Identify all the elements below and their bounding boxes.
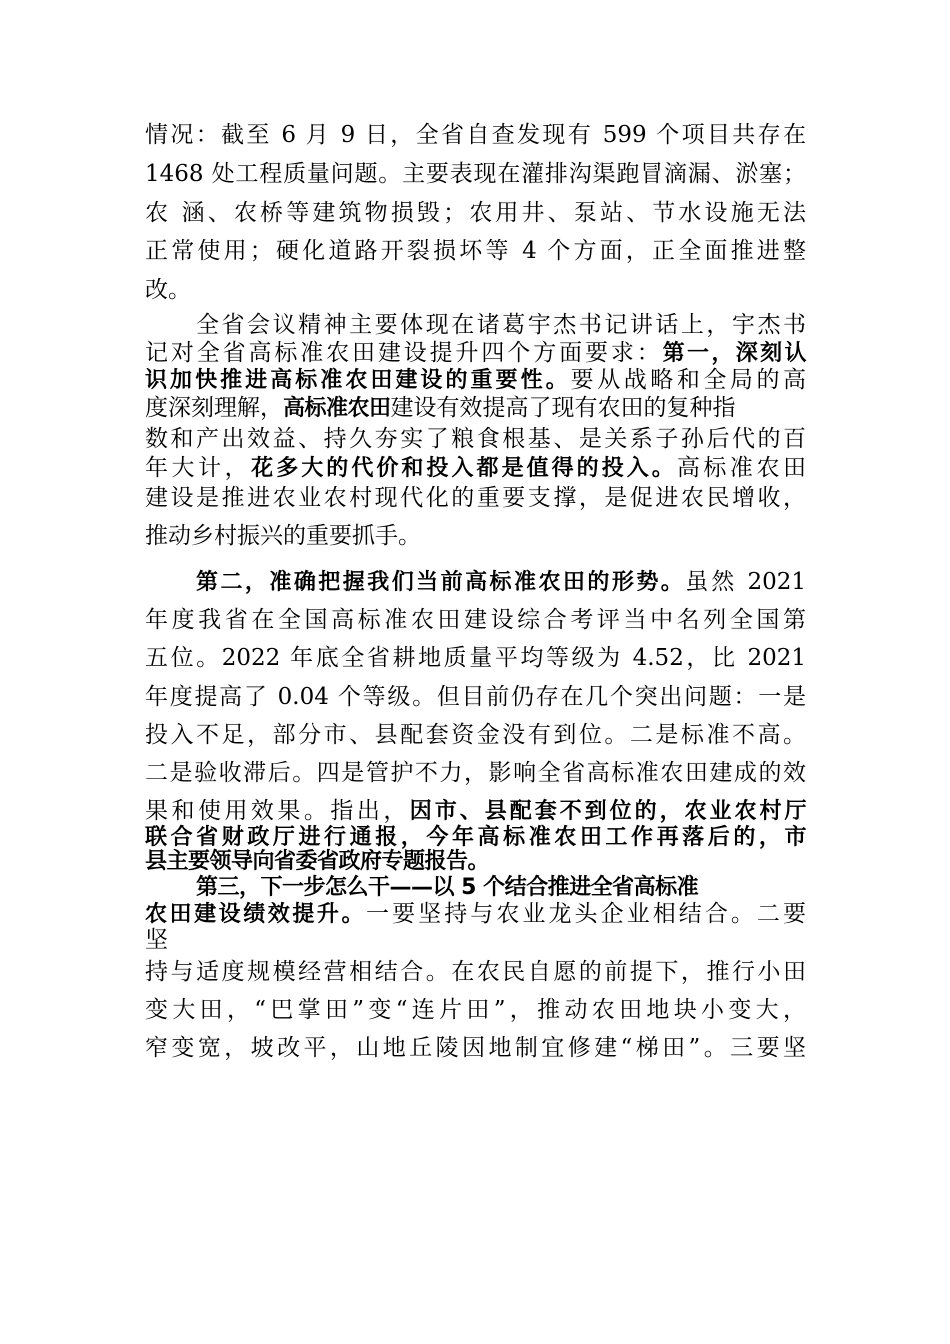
p3-line-2: 年度我省在全国高标准农田建设综合考评当中名列全国第 [145,607,806,633]
p4-line-2 [145,900,806,928]
p2-line-2 [145,339,806,367]
p3-line-7-text: 果和使用效果。指出， [145,798,410,824]
p2-line-4-bold: 高标准农田 [283,396,391,421]
p4-line-2-text: 一要坚持与农业龙头企业相结合。二要 [366,901,806,927]
p4-line-3: 坚 [145,927,168,953]
p3-line-4: 年度提高了 0.04 个等级。但目前仍存在几个突出问题：一是 [145,684,806,710]
p3-line-9: 县主要领导向省委省政府专题报告。 [145,849,490,874]
p4-line-2-bold: 农田建设绩效提升。 [145,902,367,927]
p1-line-3: 农 涵、农桥等建筑物损毁；农用井、泵站、节水设施无法 [145,200,806,226]
p1-line-5: 改。 [145,277,191,303]
p3-line-7-bold: 因市、县配套不到位的，农业农村厅 [409,799,806,824]
p2-line-4 [145,394,736,422]
p2-line-7: 建设是推进农业农村现代化的重要支撑，是促进农民增收， [145,485,806,511]
p2-line-8: 推动乡村振兴的重要抓手。 [145,523,421,549]
p4-line-6: 窄变宽，坡改平，山地丘陵因地制宜修建“梯田”。三要坚 [145,1035,806,1061]
p3-line-1 [196,568,806,596]
p2-line-5: 数和产出效益、持久夯实了粮食根基、是关系子孙后代的百 [145,426,806,452]
p4-line-4: 持与适度规模经营相结合。在农民自愿的前提下，推行小田 [145,959,806,985]
p2-line-1: 全省会议精神主要体现在诸葛宇杰书记讲话上，宇杰书 [196,312,806,338]
p2-line-4-text-a: 度深刻理解， [145,395,283,421]
p2-line-6 [145,454,806,482]
p3-line-6: 二是验收滞后。四是管护不力，影响全省高标准农田建成的效 [145,760,806,786]
p1-line-4: 正常使用；硬化道路开裂损坏等 4 个方面，正全面推进整 [145,238,806,264]
p4-line-5: 变大田，“巴掌田”变“连片田”，推动农田地块小变大， [145,997,806,1023]
p2-line-2-bold: 第一，深刻认 [662,341,806,366]
p2-line-6-bold: 花多大的代价和投入都是值得的投入。 [251,456,677,481]
p2-line-3-bold: 识加快推进高标准农田建设的重要性。 [145,368,571,393]
p1-line-2: 1468 处工程质量问题。主要表现在灌排沟渠跑冒滴漏、淤塞； [145,161,806,187]
p3-line-1-bold: 第二，准确把握我们当前高标准农田的形势。 [196,570,686,595]
p2-line-3 [145,366,806,394]
p4-line-1: 第三，下一步怎么干——以 5 个结合推进全省高标准 [196,875,699,900]
p3-line-5: 投入不足，部分市、县配套资金没有到位。二是标准不高。 [145,722,806,748]
p3-line-8: 联合省财政厅进行通报，今年高标准农田工作再落后的，市 [145,825,806,850]
p2-line-6-text-a: 年大计， [145,455,252,481]
p3-line-7 [145,797,806,825]
p2-line-2-text: 记对全省高标准农田建设提升四个方面要求： [145,340,663,366]
p3-line-3: 五位。2022 年底全省耕地质量平均等级为 4.52，比 2021 [145,645,806,671]
p1-line-1: 情况：截至 6 月 9 日，全省自查发现有 599 个项目共存在 [145,122,806,148]
p2-line-3-text: 要从战略和全局的高 [570,367,806,393]
p3-line-1-text: 虽然 2021 [685,569,806,595]
p2-line-6-text-b: 高标准农田 [676,455,807,481]
p2-line-4-text-b: 建设有效提高了现有农田的复种指 [390,395,736,421]
